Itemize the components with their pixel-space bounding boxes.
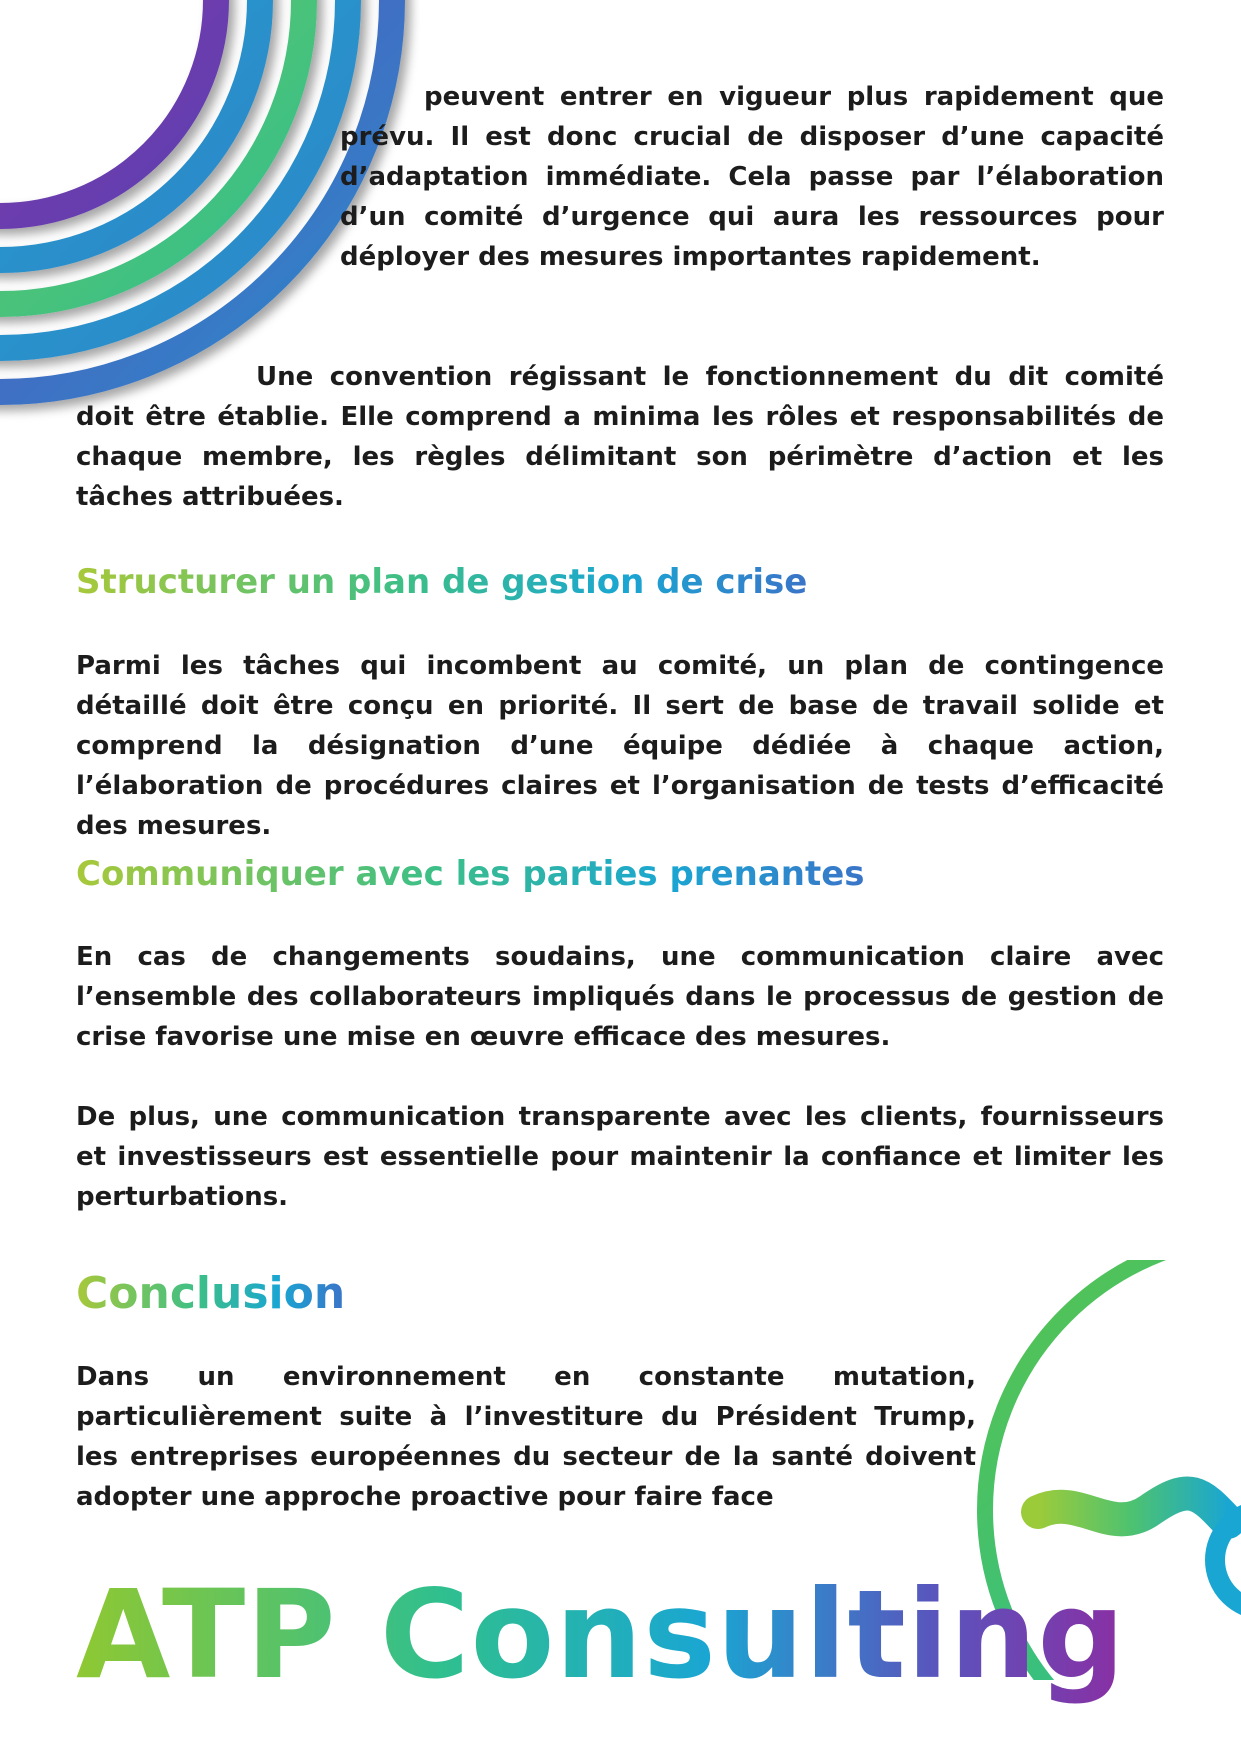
section-heading-crisis-plan: Structurer un plan de gestion de crise [76, 562, 808, 602]
conclusion-paragraph: Dans un environnement en constante mutation, particulièrement suite à l’investiture du Président Trump, les entreprises européennes du secteur de la santé doivent adopter une approche proactive pour faire face [76, 1362, 976, 1512]
atp-consulting-logo: ATP Consulting [76, 1564, 1126, 1706]
convention-paragraph: Une convention régissant le fonctionnement du dit comité doit être établie. Elle comprend a minima les rôles et responsabilités de chaque membre, les règles délimitant son périmètre d’action et les tâches attribuées. [76, 362, 1164, 512]
crisis-plan-paragraph: Parmi les tâches qui incombent au comité, un plan de contingence détaillé doit être conçu en priorité. Il sert de base de travail solide et comprend la désignation d’une équipe dédiée à chaque action, l’élaboration de procédures claires et l’organisation de tests d’efficacité des mesures. [76, 651, 1164, 841]
section-heading-stakeholders: Communiquer avec les parties prenantes [76, 854, 865, 894]
stakeholders-paragraph-2: De plus, une communication transparente avec les clients, fournisseurs et investisseurs est essentielle pour maintenir la confiance et limiter les perturbations. [76, 1102, 1164, 1212]
intro-paragraph: peuvent entrer en vigueur plus rapidement que prévu. Il est donc crucial de disposer d’une capacité d’adaptation immédiate. Cela passe par l’élaboration d’un comité d’urgence qui aura les ressources pour déployer des mesures importantes rapidement. [340, 82, 1164, 272]
section-heading-conclusion: Conclusion [76, 1266, 345, 1322]
stakeholders-paragraph-1: En cas de changements soudains, une communication claire avec l’ensemble des collaborateurs impliqués dans le processus de gestion de crise favorise une mise en œuvre efficace des mesures. [76, 942, 1164, 1052]
